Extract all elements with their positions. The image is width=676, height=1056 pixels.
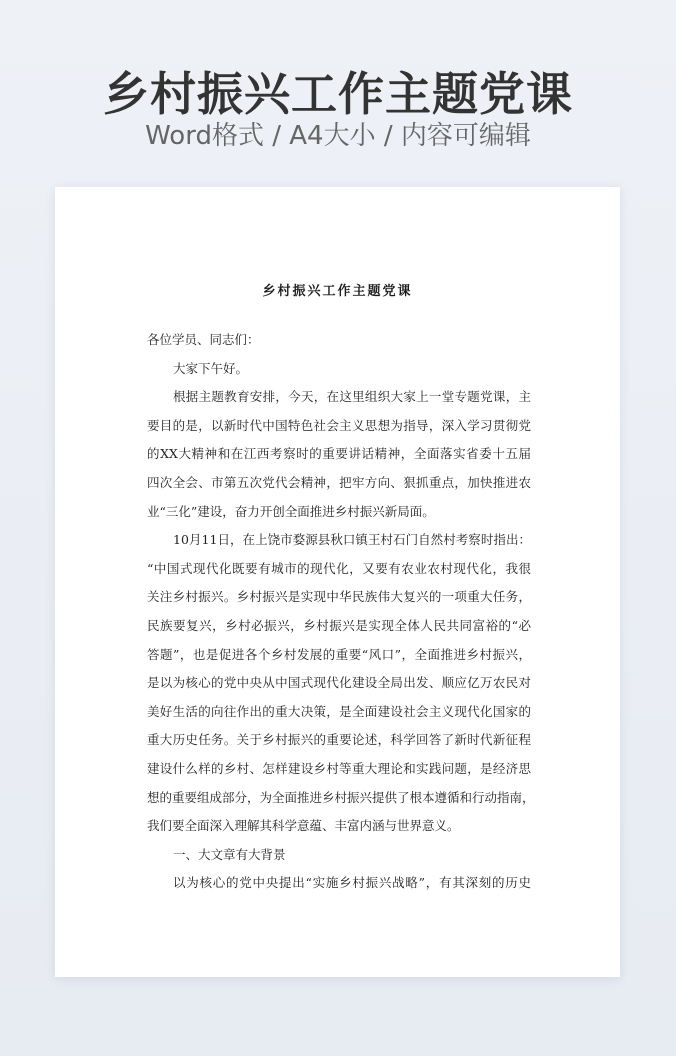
- paragraph-line: 想的重要组成部分，为全面推进乡村振兴提供了根本遵循和行动指南，: [147, 789, 535, 805]
- paragraph-line: 是以为核心的党中央从中国式现代化建设全局出发、顺应亿万农民对: [147, 675, 531, 691]
- paragraph-line: 我们要全面深入理解其科学意蕴、丰富内涵与世界意义。: [147, 818, 460, 834]
- paragraph-line: “中国式现代化既要有城市的现代化，又要有农业农村现代化，我很: [147, 560, 531, 576]
- banner-title: 乡村振兴工作主题党课: [103, 67, 573, 121]
- banner-subtitle: Word格式 / A4大小 / 内容可编辑: [145, 121, 531, 151]
- paragraph-line: 关注乡村振兴。乡村振兴是实现中华民族伟大复兴的一项重大任务，: [147, 589, 531, 605]
- paragraph-line: 美好生活的向往作出的重大决策，是全面建设社会主义现代化国家的: [147, 703, 531, 719]
- document-body: [147, 326, 535, 898]
- paragraph-line: 建设什么样的乡村、怎样建设乡村等重大理论和实践问题，是经济思: [147, 760, 531, 776]
- greeting-line: 大家下午好。: [173, 360, 249, 376]
- document-page: [55, 187, 620, 977]
- paragraph-line: 重大历史任务。关于乡村振兴的重要论述，科学回答了新时代新征程: [147, 732, 531, 748]
- paragraph-line: 根据主题教育安排，今天，在这里组织大家上一堂专题党课，主: [173, 389, 531, 405]
- paragraph-line: 四次全会、市第五次党代会精神，把牢方向、狠抓重点，加快推进农: [147, 474, 531, 490]
- paragraph-line: 10月11日，在上饶市婺源县秋口镇王村石门自然村考察时指出：: [173, 532, 531, 548]
- document-title: 乡村振兴工作主题党课: [262, 284, 413, 299]
- paragraph-line: 的XX大精神和在江西考察时的重要讲话精神，全面落实省委十五届: [147, 446, 531, 462]
- paragraph-line: 答题”，也是促进各个乡村发展的重要“风口”，全面推进乡村振兴，: [147, 646, 531, 662]
- paragraph-line: 以为核心的党中央提出“实施乡村振兴战略”，有其深刻的历史: [173, 875, 531, 891]
- section-heading: 一、大文章有大背景: [173, 846, 286, 862]
- paragraph-line: 要目的是，以新时代中国特色社会主义思想为指导，深入学习贯彻党: [147, 417, 531, 433]
- paragraph-line: 业“三化”建设，奋力开创全面推进乡村振兴新局面。: [147, 503, 435, 519]
- paragraph-line: 民族要复兴，乡村必振兴，乡村振兴是实现全体人民共同富裕的“必: [147, 617, 531, 633]
- salutation-line: 各位学员、同志们：: [147, 332, 260, 347]
